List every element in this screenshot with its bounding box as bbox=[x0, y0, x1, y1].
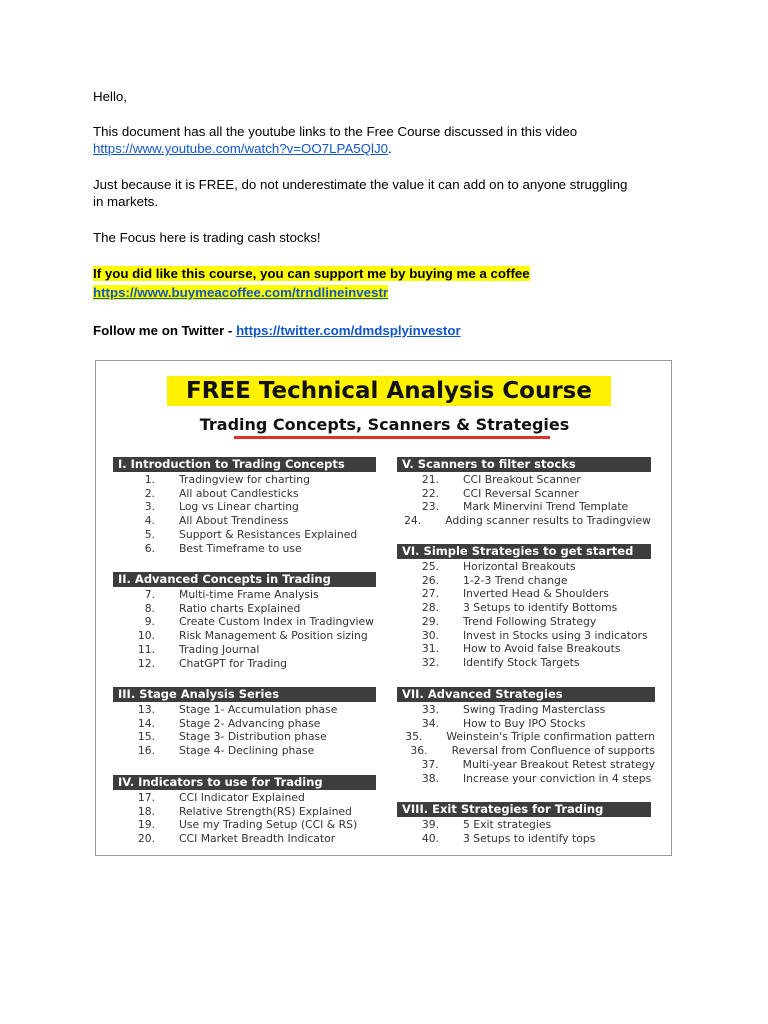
item-number: 27. bbox=[421, 587, 439, 601]
item-number: 40. bbox=[421, 831, 439, 845]
list-item bbox=[397, 500, 651, 514]
item-number: 29. bbox=[421, 614, 439, 628]
course-section bbox=[113, 572, 376, 670]
item-label: Increase your conviction in 4 steps bbox=[463, 771, 652, 785]
course-section bbox=[397, 544, 651, 670]
item-number: 39. bbox=[421, 818, 439, 831]
item-number: 7. bbox=[144, 588, 155, 601]
item-number: 2. bbox=[144, 486, 155, 500]
item-number: 34. bbox=[421, 716, 439, 730]
item-number: 26. bbox=[421, 573, 439, 587]
item-number: 6. bbox=[144, 541, 155, 555]
item-number: 13. bbox=[137, 703, 155, 716]
item-label: CCI Indicator Explained bbox=[179, 791, 305, 804]
item-label: Horizontal Breakouts bbox=[463, 560, 576, 573]
section-list bbox=[397, 703, 655, 785]
item-label: Identify Stock Targets bbox=[463, 655, 580, 669]
item-number: 19. bbox=[137, 818, 155, 832]
list-item bbox=[113, 791, 376, 805]
item-number: 36. bbox=[410, 744, 428, 758]
item-label: CCI Breakout Scanner bbox=[463, 473, 581, 486]
free-paragraph bbox=[93, 176, 627, 210]
greeting: Hello, bbox=[93, 89, 127, 104]
item-number: 37. bbox=[421, 757, 439, 771]
list-item bbox=[397, 832, 651, 846]
item-number: 18. bbox=[137, 804, 155, 818]
item-label: Create Custom Index in Tradingview bbox=[179, 615, 375, 629]
list-item bbox=[397, 514, 651, 528]
section-list bbox=[397, 818, 651, 845]
list-item bbox=[397, 758, 655, 772]
list-item bbox=[397, 629, 651, 643]
course-card-image bbox=[95, 360, 672, 856]
focus-text: The Focus here is trading cash stocks! bbox=[93, 230, 321, 245]
support-paragraph bbox=[93, 264, 530, 302]
list-item bbox=[113, 629, 376, 643]
item-number: 4. bbox=[144, 514, 155, 528]
item-label: How to Avoid false Breakouts bbox=[463, 642, 621, 656]
section-list bbox=[113, 703, 376, 758]
item-number: 24. bbox=[404, 514, 422, 528]
free-line-1: Just because it is FREE, do not underestimate the value it can add on to anyone struggling bbox=[93, 177, 628, 192]
item-number: 17. bbox=[137, 791, 155, 804]
section-list bbox=[397, 473, 651, 528]
section-list bbox=[113, 588, 376, 670]
item-label: Multi-time Frame Analysis bbox=[179, 588, 319, 601]
item-number: 31. bbox=[421, 642, 439, 656]
course-subtitle: Trading Concepts, Scanners & Strategies bbox=[199, 415, 570, 434]
item-number: 16. bbox=[137, 744, 155, 758]
item-number: 14. bbox=[137, 716, 155, 730]
item-label: 1-2-3 Trend change bbox=[463, 573, 568, 587]
item-label: 3 Setups to identify Bottoms bbox=[463, 601, 618, 615]
item-label: Stage 2- Advancing phase bbox=[179, 716, 321, 730]
course-section bbox=[397, 802, 651, 845]
twitter-link[interactable]: https://twitter.com/dmdsplyinvestor bbox=[236, 323, 461, 338]
item-number: 23. bbox=[421, 500, 439, 514]
item-label: Reversal from Confluence of supports bbox=[451, 744, 655, 758]
list-item bbox=[113, 643, 376, 657]
item-label: Trend Following Strategy bbox=[463, 614, 597, 628]
support-text: If you did like this course, you can support me by buying me a coffee bbox=[93, 266, 530, 281]
list-item bbox=[397, 744, 655, 758]
list-item bbox=[397, 642, 651, 656]
list-item bbox=[113, 514, 376, 528]
twitter-prefix: Follow me on Twitter - bbox=[93, 323, 237, 338]
list-item bbox=[113, 657, 376, 671]
section-header: V. Scanners to filter stocks bbox=[397, 457, 651, 472]
item-number: 35. bbox=[405, 730, 423, 744]
list-item bbox=[397, 772, 655, 786]
item-label: Stage 3- Distribution phase bbox=[179, 730, 327, 744]
item-number: 20. bbox=[137, 832, 155, 846]
course-section bbox=[397, 687, 655, 785]
list-item bbox=[113, 542, 376, 556]
course-section bbox=[113, 775, 376, 846]
course-section bbox=[113, 457, 376, 555]
section-header: III. Stage Analysis Series bbox=[113, 687, 376, 702]
item-label: Tradingview for charting bbox=[179, 473, 310, 486]
list-item bbox=[397, 703, 655, 717]
item-label: 5 Exit strategies bbox=[463, 818, 552, 831]
item-label: 3 Setups to identify tops bbox=[463, 831, 596, 845]
item-label: Swing Trading Masterclass bbox=[463, 703, 606, 716]
item-number: 12. bbox=[137, 656, 155, 670]
section-header: II. Advanced Concepts in Trading bbox=[113, 572, 376, 587]
list-item bbox=[397, 560, 651, 574]
list-item bbox=[113, 730, 376, 744]
list-item bbox=[113, 588, 376, 602]
item-number: 9. bbox=[144, 615, 155, 629]
item-label: Support & Resistances Explained bbox=[179, 527, 358, 541]
item-number: 15. bbox=[137, 730, 155, 744]
item-number: 30. bbox=[421, 628, 439, 642]
list-item bbox=[397, 730, 655, 744]
item-number: 10. bbox=[137, 629, 155, 643]
item-label: Weinstein's Triple confirmation pattern bbox=[446, 730, 655, 744]
item-label: CCI Reversal Scanner bbox=[463, 486, 579, 500]
list-item bbox=[113, 528, 376, 542]
item-number: 11. bbox=[137, 642, 155, 656]
section-header: VIII. Exit Strategies for Trading bbox=[397, 802, 651, 817]
item-label: Trading Journal bbox=[179, 642, 260, 656]
video-link-suffix: . bbox=[388, 141, 392, 156]
list-item bbox=[113, 473, 376, 487]
section-header: VII. Advanced Strategies bbox=[397, 687, 655, 702]
list-item bbox=[113, 805, 376, 819]
list-item bbox=[113, 500, 376, 514]
list-item bbox=[113, 703, 376, 717]
free-line-2: in markets. bbox=[93, 194, 159, 209]
item-number: 22. bbox=[421, 486, 439, 500]
list-item bbox=[113, 717, 376, 731]
video-link[interactable]: https://www.youtube.com/watch?v=OO7LPA5QlJ0 bbox=[93, 141, 389, 156]
item-label: Relative Strength(RS) Explained bbox=[179, 804, 352, 818]
coffee-link[interactable]: https://www.buymeacoffee.com/trndlineinvestr bbox=[93, 285, 389, 300]
item-label: Risk Management & Position sizing bbox=[179, 629, 368, 643]
list-item bbox=[113, 602, 376, 616]
list-item bbox=[113, 818, 376, 832]
item-number: 25. bbox=[421, 560, 439, 573]
item-label: ChatGPT for Trading bbox=[179, 656, 288, 670]
course-section bbox=[113, 687, 376, 758]
item-label: Mark Minervini Trend Template bbox=[463, 500, 629, 514]
item-number: 21. bbox=[421, 473, 439, 486]
list-item bbox=[397, 818, 651, 832]
item-number: 3. bbox=[144, 500, 155, 514]
list-item bbox=[397, 587, 651, 601]
item-label: Adding scanner results to Tradingview bbox=[445, 514, 651, 528]
item-number: 33. bbox=[421, 703, 439, 716]
list-item bbox=[113, 744, 376, 758]
item-label: CCI Market Breadth Indicator bbox=[179, 832, 336, 846]
item-label: Stage 1- Accumulation phase bbox=[179, 703, 338, 716]
subtitle-underline bbox=[234, 436, 550, 439]
section-list bbox=[113, 473, 376, 555]
item-label: Ratio charts Explained bbox=[179, 601, 301, 615]
item-label: Invest in Stocks using 3 indicators bbox=[463, 628, 648, 642]
intro-paragraph bbox=[93, 123, 577, 157]
item-number: 28. bbox=[421, 601, 439, 615]
list-item bbox=[397, 487, 651, 501]
list-item bbox=[397, 574, 651, 588]
list-item bbox=[397, 717, 655, 731]
item-label: Log vs Linear charting bbox=[179, 500, 299, 514]
item-label: All about Candlesticks bbox=[179, 486, 299, 500]
item-number: 1. bbox=[144, 473, 155, 486]
section-header: VI. Simple Strategies to get started bbox=[397, 544, 651, 559]
item-label: How to Buy IPO Stocks bbox=[463, 716, 586, 730]
item-number: 8. bbox=[144, 601, 155, 615]
section-header: IV. Indicators to use for Trading bbox=[113, 775, 376, 790]
list-item bbox=[397, 601, 651, 615]
item-label: Use my Trading Setup (CCI & RS) bbox=[179, 818, 358, 832]
item-label: Inverted Head & Shoulders bbox=[463, 587, 609, 601]
item-number: 32. bbox=[421, 655, 439, 669]
section-list bbox=[113, 791, 376, 846]
item-label: Stage 4- Declining phase bbox=[179, 744, 315, 758]
list-item bbox=[397, 473, 651, 487]
item-label: All About Trendiness bbox=[179, 514, 289, 528]
twitter-paragraph bbox=[93, 322, 461, 339]
item-number: 38. bbox=[421, 771, 439, 785]
intro-text: This document has all the youtube links to the Free Course discussed in this video bbox=[93, 124, 578, 139]
item-label: Multi-year Breakout Retest strategy bbox=[462, 757, 655, 771]
list-item bbox=[113, 615, 376, 629]
item-number: 5. bbox=[144, 527, 155, 541]
list-item bbox=[113, 832, 376, 846]
section-list bbox=[397, 560, 651, 670]
list-item bbox=[397, 656, 651, 670]
list-item bbox=[113, 487, 376, 501]
course-section bbox=[397, 457, 651, 528]
course-title: FREE Technical Analysis Course bbox=[167, 376, 611, 406]
section-header: I. Introduction to Trading Concepts bbox=[113, 457, 376, 472]
list-item bbox=[397, 615, 651, 629]
item-label: Best Timeframe to use bbox=[179, 541, 302, 555]
